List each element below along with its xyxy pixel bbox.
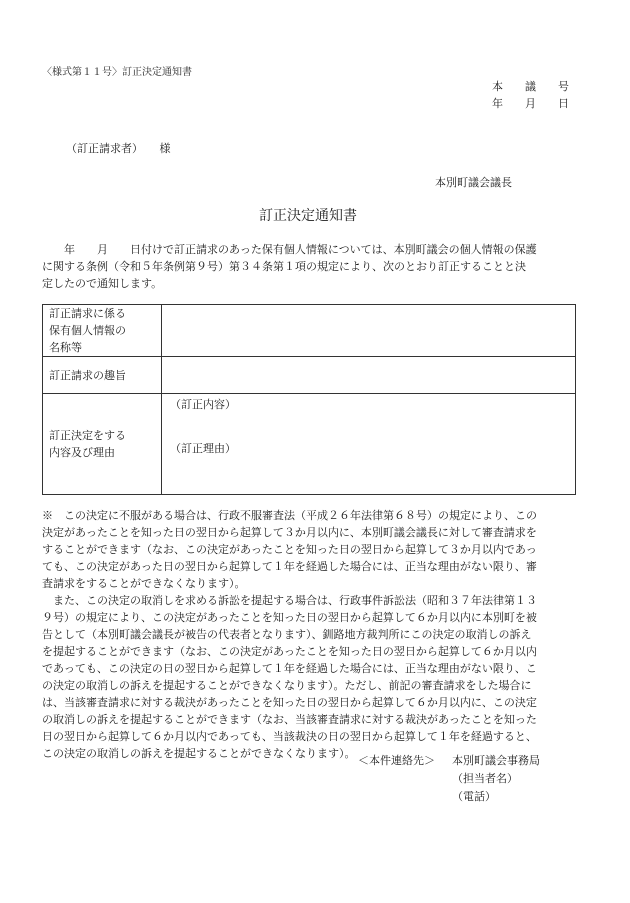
table-row [43,357,576,394]
note-line: ９号）の規定により、この決定があったことを知った日の翌日から起算して６か月以内に本別町を被 [42,611,537,624]
note-line: の決定の取消しの訴えを提起することができなくなります）。ただし、前記の審査請求をした場合に [42,679,532,692]
addressee: （訂正請求者） 様 [66,142,171,155]
row-value-decision-detail [162,394,576,495]
contact-label: ＜本件連絡先＞ [358,754,435,767]
document-title: 訂正決定通知書 [259,208,357,224]
correction-content-label: （訂正内容） [170,398,236,411]
contact-office: 本別町議会事務局 [452,754,540,767]
document-number: 本 議 号 [492,80,569,93]
correction-info-table [42,304,576,495]
intro-paragraph [42,241,537,292]
note-line: この決定の取消しの訴えを提起することができなくなります）。 [42,747,356,760]
intro-line: 年 月 日付けで訂正請求のあった保有個人情報については、本別町議会の個人情報の保護 [42,243,537,256]
row-value-requested-info [162,305,576,357]
table-row [43,305,576,357]
intro-line: に関する条例（令和５年条例第９号）第３４条第１項の規定により、次のとおり訂正することと決 [42,260,526,273]
contact-phone: （電話） [452,790,496,803]
table-row [43,394,576,495]
note-line: の取消しの訴えを提起することができます（なお、当該審査請求に対する裁決があったことを知った [42,713,537,726]
row-label-decision-detail: 訂正決定をする 内容及び理由 [43,394,162,495]
intro-line: 定したので通知します。 [42,277,163,290]
note-line: 査請求をすることができなくなります）。 [42,577,246,590]
note-line: であっても、この決定の日の翌日から起算して１年を経過した場合には、正当な理由がない限り、こ [42,662,537,675]
contact-details [452,752,540,806]
note-line: 日の翌日から起算して６か月以内であっても、当該裁決の日の翌日から起算して１年を経過すると、 [42,730,537,743]
note-line: また、この決定の取消しを求める訴訟を提起する場合は、行政事件訴訟法（昭和３７年法律第１３ [42,594,537,607]
row-label-requested-info: 訂正請求に係る 保有個人情報の 名称等 [43,305,162,357]
form-number: 〈様式第１１号〉訂正決定通知書 [42,67,192,78]
row-label-request-purpose: 訂正請求の趣旨 [43,357,162,394]
note-line: 告として（本別町議会議長が被告の代表者となります）、釧路地方裁判所にこの決定の取消しの訴え [42,628,532,641]
sender: 本別町議会議長 [435,176,512,189]
note-line: することができます（なお、この決定があったことを知った日の翌日から起算して３か月以内であっ [42,543,537,556]
note-line: ても、この決定があった日の翌日から起算して１年を経過した場合には、正当な理由がない限り、審 [42,560,537,573]
note-line: は、当該審査請求に対する裁決があったことを知った日の翌日から起算して６か月以内に、この決定 [42,696,537,709]
contact-person: （担当者名） [452,772,518,785]
note-line: 決定があったことを知った日の翌日から起算して３か月以内に、本別町議会議長に対して審査請求を [42,526,537,539]
note-line: を提起することができます（なお、この決定があったことを知った日の翌日から起算して６か月以内 [42,645,537,658]
notes-paragraph-appeal [42,507,537,592]
notes-paragraph-lawsuit [42,592,537,762]
document-date: 年 月 日 [492,97,569,110]
correction-reason-label: （訂正理由） [170,442,236,455]
note-line: ※ この決定に不服がある場合は、行政不服審査法（平成２６年法律第６８号）の規定により、この [42,509,537,522]
row-value-request-purpose [162,357,576,394]
